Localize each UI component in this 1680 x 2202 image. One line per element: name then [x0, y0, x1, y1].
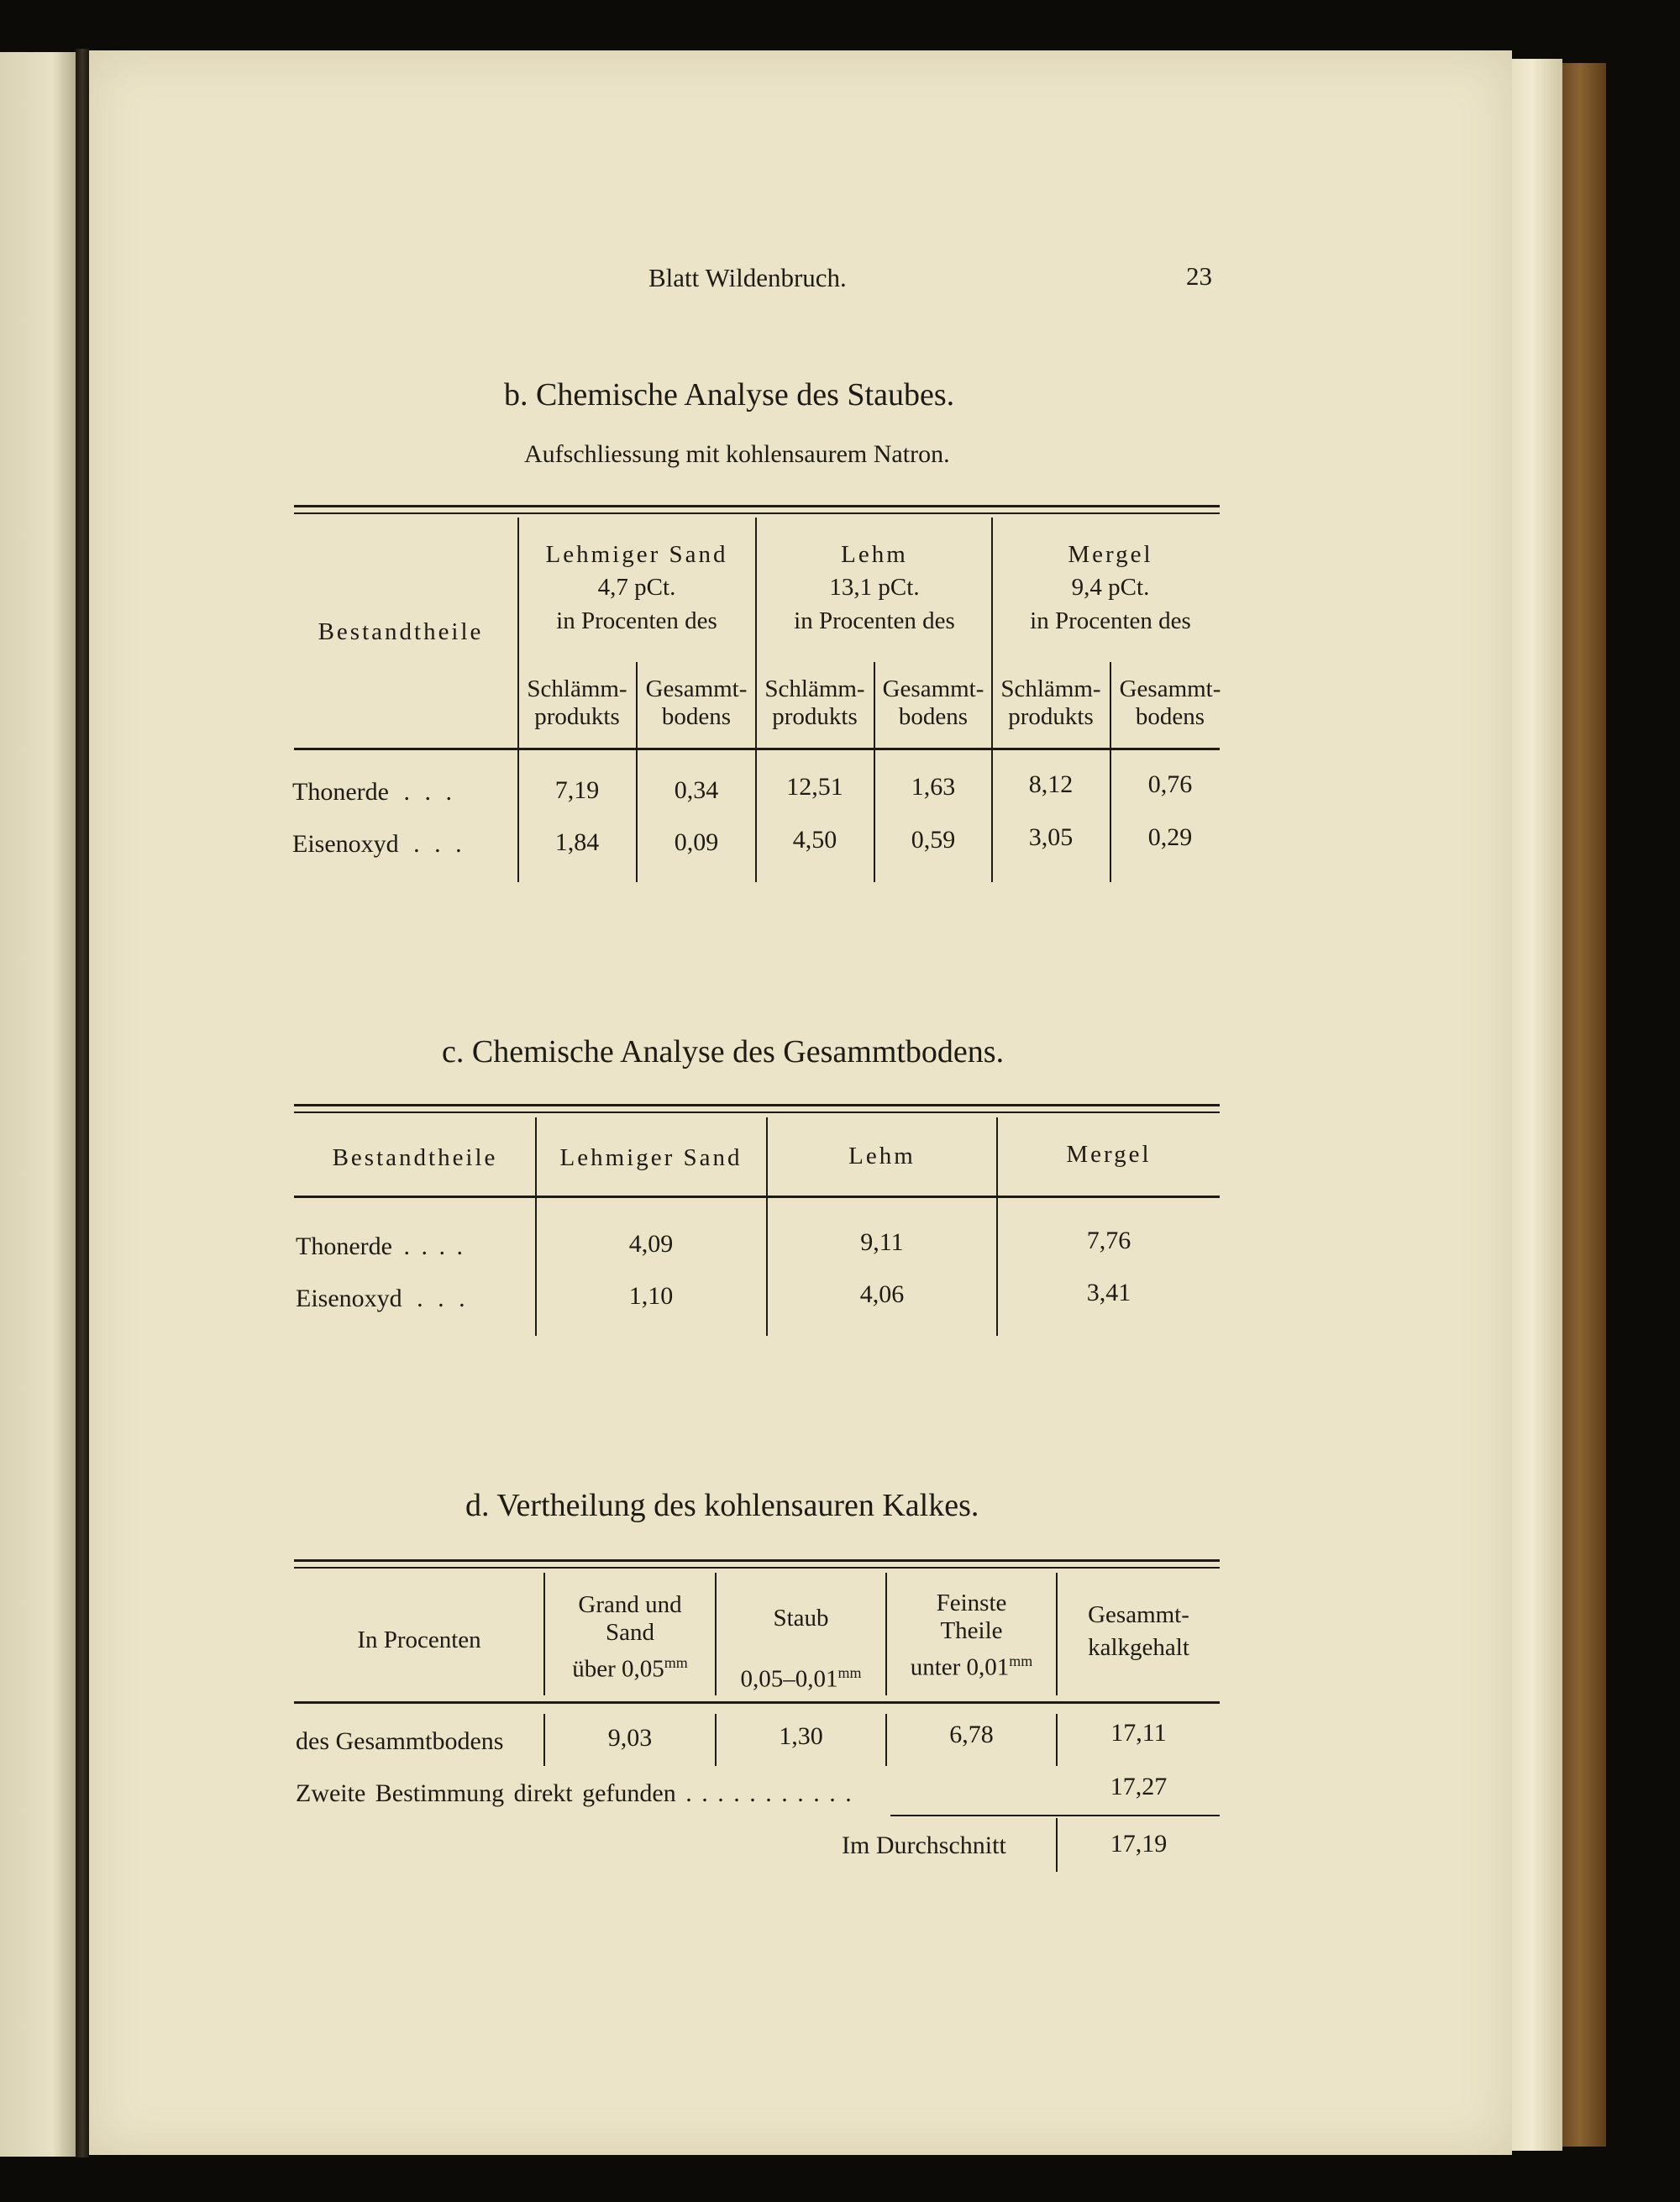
table-cell: 17,19 [1110, 1830, 1168, 1858]
col-header-lehmiger-sand: Lehmiger Sand [559, 1144, 743, 1171]
book-page [89, 50, 1512, 2155]
subcol-schlamm-2: Schlämm- produkts [764, 675, 865, 731]
table-cell: 3,41 [1086, 1279, 1131, 1306]
table-row-label: Eisenoxyd . . . [292, 830, 462, 858]
table-cell: 0,09 [674, 828, 719, 856]
table-cell: 3,05 [1028, 823, 1074, 851]
table-cell: 4,09 [628, 1230, 674, 1258]
table-cell: 12,51 [786, 773, 843, 801]
section-b-title: b. Chemische Analyse des Staubes. [504, 377, 955, 413]
table-cell: 8,12 [1028, 770, 1074, 798]
subcol-schlamm-1: Schlämm- produkts [527, 675, 627, 731]
table-row-label: Eisenoxyd . . . [296, 1285, 465, 1312]
table-cell: 7,19 [554, 776, 600, 804]
table-cell: 1,10 [628, 1282, 674, 1310]
group-lehmiger-sand: Lehmiger Sand 4,7 pCt. in Procenten des [545, 541, 728, 634]
section-c-title: c. Chemische Analyse des Gesammtbodens. [442, 1034, 1005, 1069]
table-cell: 6,78 [949, 1721, 994, 1748]
subcol-gesammt-2: Gesammt- bodens [882, 675, 984, 731]
table-cell: 9,03 [607, 1724, 653, 1752]
table-cell: 17,27 [1110, 1773, 1168, 1800]
table-cell: 0,34 [674, 776, 719, 804]
table-cell: 0,76 [1147, 770, 1193, 798]
col-header-feinste-theile: Feinste Theile unter $0,01^{mm}$ [910, 1590, 1033, 1681]
section-d-title: d. Vertheilung des kohlensauren Kalkes. [465, 1488, 979, 1523]
page-number: 23 [1186, 261, 1212, 291]
table-row-label: Thonerde . . . . [296, 1232, 463, 1260]
table-cell: 4,50 [792, 826, 837, 854]
col-header-lehm: Lehm [848, 1143, 916, 1169]
group-mergel: Mergel 9,4 pCt. in Procenten des [1030, 541, 1191, 634]
book-gutter [76, 49, 89, 2157]
row-header: Bestandtheile [318, 618, 484, 645]
table-cell: 1,30 [779, 1722, 823, 1750]
table-row-label: Zweite Bestimmung direkt gefunden . . . . . . . . . . . [296, 1779, 852, 1807]
col-header-staub: Staub $0,05-0,01^{mm}$ [740, 1605, 862, 1693]
col-header-gesammtkalkgehalt: Gesammt- kalkgehalt [1088, 1601, 1189, 1662]
table-row-label: Thonerde . . . [292, 778, 452, 806]
subcol-gesammt-1: Gesammt- bodens [645, 675, 748, 731]
book-cover [1562, 63, 1606, 2147]
table-cell: 1,63 [911, 773, 956, 801]
subcol-schlamm-3: Schlämm- produkts [1000, 675, 1101, 731]
running-title: Blatt Wildenbruch. [648, 263, 847, 292]
section-b-subtitle: Aufschliessung mit kohlensaurem Natron. [524, 440, 950, 468]
table-cell: 0,29 [1147, 823, 1193, 851]
subcol-gesammt-3: Gesammt- bodens [1119, 675, 1221, 731]
table-cell: 0,59 [911, 826, 956, 854]
table-row-label: Im Durchschnitt [842, 1831, 1006, 1859]
page-stack-edge [1512, 59, 1562, 2151]
table-cell: 7,76 [1086, 1227, 1131, 1254]
table-cell: 4,06 [859, 1280, 905, 1308]
group-lehm: Lehm 13,1 pCt. in Procenten des [794, 541, 955, 634]
table-cell: 1,84 [554, 828, 600, 856]
left-page-edge [0, 52, 76, 2157]
col-header-mergel: Mergel [1066, 1141, 1152, 1168]
table-cell: 9,11 [860, 1228, 904, 1256]
row-header: In Procenten [357, 1627, 481, 1653]
table-row-label: des Gesammtbodens [296, 1727, 504, 1755]
table-cell: 17,11 [1110, 1719, 1167, 1747]
col-header-bestandtheile: Bestandtheile [332, 1144, 498, 1171]
col-header-grand-und-sand: Grand und Sand über $0,05^{mm}$ [572, 1591, 688, 1683]
